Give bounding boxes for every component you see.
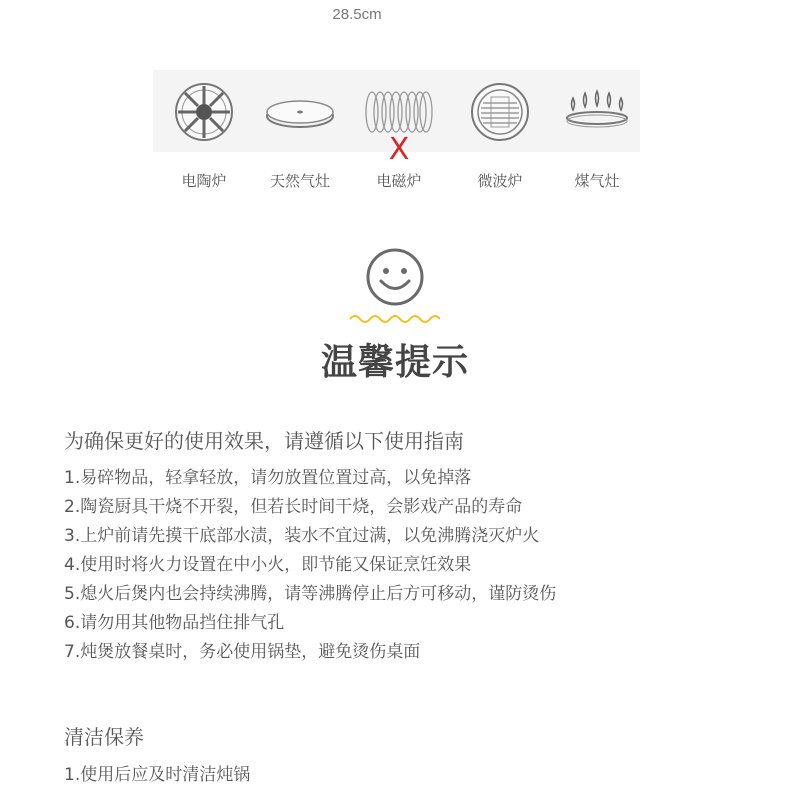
- wavy-divider: [348, 312, 440, 326]
- cooktop-gas-plate: [250, 74, 350, 194]
- gas-burner-icon: [561, 88, 633, 136]
- list-item: 5.熄火后煲内也会持续沸腾，请等沸腾停止后方可移动，谨防烫伤: [64, 584, 557, 604]
- cooktop-label: 天然气灶: [269, 172, 330, 190]
- cooktop-microwave: [450, 74, 550, 194]
- guide-list: [64, 464, 556, 667]
- cooktop-induction: [349, 74, 449, 194]
- cooktop-label: 煤气灶: [574, 172, 620, 190]
- cooktop-gas-burner: [547, 74, 647, 194]
- size-label: 28.5cm: [332, 6, 382, 23]
- incompatible-cross-mark: X: [388, 132, 410, 167]
- list-item: 4.使用时将火力设置在中小火，即节能又保证烹饪效果: [64, 555, 472, 575]
- microwave-icon: [469, 81, 531, 143]
- smiley-icon: [364, 246, 426, 308]
- list-item: 1.易碎物品，轻拿轻放，请勿放置位置过高，以免掉落: [64, 468, 472, 488]
- cooktop-label: 微波炉: [477, 172, 523, 190]
- cooktop-label: 电陶炉: [181, 172, 227, 190]
- list-item: 3.上炉前请先摸干底部水渍，装水不宜过满，以免沸腾浇灭炉火: [64, 526, 540, 546]
- cooktop-ceramic-stove: [154, 74, 254, 194]
- guide-heading: 为确保更好的使用效果，请遵循以下使用指南: [64, 429, 464, 453]
- list-item: 6.请勿用其他物品挡住排气孔: [64, 613, 285, 633]
- induction-coil-icon: [364, 87, 434, 137]
- gas-plate-icon: [264, 92, 336, 132]
- cleaning-heading: 清洁保养: [64, 725, 144, 749]
- list-item: 2.陶瓷厨具干烧不开裂，但若长时间干烧，会影戏产品的寿命: [64, 497, 523, 517]
- cleaning-list: [64, 761, 250, 790]
- list-item: 1.使用后应及时清洁炖锅: [64, 765, 251, 785]
- list-item: 7.炖煲放餐桌时，务必使用锅垫，避免烫伤桌面: [64, 642, 421, 662]
- ceramic-stove-icon: [172, 80, 236, 144]
- page-title: 温馨提示: [320, 342, 469, 383]
- cooktop-label: 电磁炉: [376, 172, 422, 190]
